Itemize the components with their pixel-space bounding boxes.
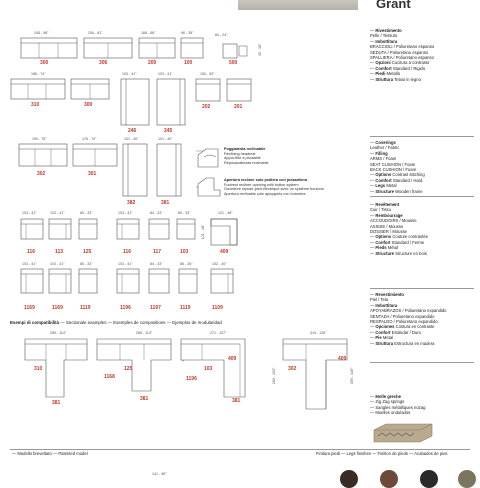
- spec-line: ARMS / Foam: [370, 156, 397, 162]
- sofa-201-drawing: [226, 78, 252, 102]
- spec-line: — Pie Metal: [370, 335, 394, 341]
- section-heading: — Rivestimento: [370, 28, 402, 33]
- module-103-drawing: [176, 218, 196, 240]
- model-code: 200: [148, 60, 157, 66]
- spec-line: — Options Couture contrastée: [370, 234, 428, 240]
- spec-line: DOSSIER / Mousse: [370, 229, 408, 235]
- spec-line: — Struttura Estructura en madera: [370, 340, 435, 346]
- section-heading: — Revestimiento: [370, 292, 404, 297]
- corner-409-drawing: [210, 218, 238, 246]
- model-code: 1197: [150, 305, 161, 311]
- module-125-drawing: [78, 218, 98, 240]
- footer-rule: [10, 449, 470, 450]
- examples-heading: [10, 320, 222, 325]
- sofa-300-drawing: [20, 37, 78, 59]
- module-1197-drawing: [148, 268, 170, 294]
- hero-image-strip: [238, 0, 358, 10]
- dim-label: 103 - 41": [158, 72, 173, 76]
- model-code: 500: [229, 60, 238, 66]
- springs-specs: [370, 394, 476, 416]
- dim-label: 84 - 33": [150, 211, 163, 215]
- spec-line: APOYABRAZOS / Poliuretano expandido: [370, 308, 447, 314]
- module-1169b-drawing: [48, 268, 72, 294]
- spec-line: BACK CUSHION / Foam: [370, 167, 417, 173]
- sofa-202-drawing: [195, 78, 221, 102]
- model-code: 1196: [120, 305, 131, 311]
- model-code: 125: [124, 366, 133, 372]
- french-specs: [370, 202, 476, 256]
- spec-line: — Comfort Standard / Rigido: [370, 65, 426, 71]
- spec-line: RESPALDO / Poliuretano expandido: [370, 319, 438, 325]
- dim-label: 188 - 74": [31, 72, 46, 76]
- section-heading: — Coverings: [370, 140, 396, 145]
- callout-line: Footrest recliner opening with button system: [224, 182, 299, 187]
- dim-label: 319 - 126": [310, 331, 327, 335]
- dim-label: 260 - 103": [272, 367, 277, 385]
- dim-label: 271 - 107": [210, 331, 227, 335]
- dim-label: 85 - 33": [80, 262, 93, 266]
- dim-label: 101 - 40": [124, 137, 139, 141]
- model-code: 409: [220, 249, 229, 255]
- dim-label: 60 - 24": [215, 33, 228, 37]
- spec-line: — Struttura Telaio in legno: [370, 76, 421, 82]
- section-heading: — Rembourrage: [370, 212, 403, 218]
- english-specs: [370, 140, 476, 194]
- module-116-drawing: [20, 218, 44, 240]
- model-code: 117: [153, 249, 162, 255]
- spec-line: BRACCIOLI / Poliuretano espanso: [370, 44, 435, 50]
- callout-line: Appui-tête à pivotable: [224, 156, 261, 161]
- callout-title: Poggiatesta reclinabile: [224, 147, 266, 151]
- italian-specs: [370, 28, 476, 82]
- spec-line: SENTADA / Poliuretano expandido: [370, 313, 435, 319]
- spec-line: — Piedi Metallo: [370, 71, 401, 77]
- spanish-specs: [370, 292, 476, 346]
- spec-line: Pelle / Tessuto: [370, 33, 398, 39]
- model-code: 1109: [212, 305, 223, 311]
- spec-line: — Muelles ondulados: [370, 410, 411, 416]
- model-code: 300: [40, 60, 49, 66]
- dim-label: 85 - 33": [178, 211, 191, 215]
- model-code: 310: [34, 366, 43, 372]
- model-code: 381: [232, 398, 241, 404]
- recline-callout: [224, 147, 269, 165]
- model-code: 116: [27, 249, 36, 255]
- model-code: 1168: [104, 374, 115, 380]
- dim-label: 103 - 41": [50, 211, 65, 215]
- finish-swatch: [340, 470, 358, 488]
- finish-note: Finitura piedi — Legs finishes — Finition de pieds — Acabados de pies: [316, 451, 448, 456]
- dim-label: 103 - 41": [50, 262, 65, 266]
- dim-label: 176 - 70": [82, 137, 97, 141]
- callout-title: Apertura recliner solo pediera con pulsantiera: [224, 178, 308, 182]
- model-code: 381: [161, 200, 170, 206]
- model-code: 409: [228, 356, 237, 362]
- spec-line: SEAT CUSHION / Foam: [370, 161, 416, 167]
- spec-line: ACCOUDOIRS / Mousse: [370, 218, 417, 224]
- module-1119-drawing: [78, 268, 98, 294]
- divider: [370, 362, 474, 363]
- patent-note: — Modello brevettato — Patented model: [12, 451, 88, 456]
- model-code: 1196: [186, 376, 197, 382]
- section-heading: — Filling: [370, 150, 388, 156]
- sofa-306-drawing: [83, 37, 133, 59]
- section-heading: — Molle greche: [370, 394, 401, 399]
- power-recliner-drawing: [196, 176, 222, 198]
- sofa-302-drawing: [18, 143, 68, 167]
- dim-label: 359 - 146": [350, 367, 355, 385]
- dim-label: 150 - 59": [200, 72, 215, 76]
- power-callout: [224, 178, 324, 196]
- spec-line: — Confort Standard / Ferme: [370, 239, 425, 245]
- recliner-side-drawing: [196, 147, 222, 169]
- model-code: 100: [184, 60, 193, 66]
- dim-label: 103 - 41": [22, 211, 37, 215]
- module-1109-drawing: [210, 268, 234, 294]
- dim-label: 85 - 33": [80, 211, 93, 215]
- dim-label: 102 - 40": [212, 262, 227, 266]
- callout-line: Reclining headrest: [224, 151, 256, 156]
- dim-label: 86 - 26": [180, 262, 193, 266]
- module-1119b-drawing: [178, 268, 198, 294]
- model-code: 1119: [180, 305, 191, 311]
- dim-label: 45 - 18": [258, 43, 263, 57]
- examples-subtitle: — Sectionale examples — Exemples de compositions — Ejemplos de modularidad: [60, 320, 222, 325]
- example-composition-4: [282, 338, 348, 410]
- model-code: 302: [37, 171, 46, 177]
- example-composition-2: [96, 338, 172, 392]
- finish-swatch: [380, 470, 398, 488]
- spec-line: — Comfort Standard / Hard: [370, 177, 423, 183]
- spec-line: — Opzioni Cucitura a contrasto: [370, 60, 430, 66]
- callout-line: Apertura reclinable solo apoyapiés con botonera: [224, 191, 306, 196]
- model-code: 381: [140, 396, 149, 402]
- finish-swatch: [458, 470, 476, 488]
- model-code: 300: [84, 102, 93, 108]
- model-code: 245: [164, 128, 173, 134]
- bottom-dim: 141 - 56": [152, 472, 167, 476]
- model-code: 116: [123, 249, 132, 255]
- dim-label: 121 - 48": [218, 211, 233, 215]
- spec-line: — Pieds Métal: [370, 245, 398, 251]
- dim-label: 103 - 41": [118, 211, 133, 215]
- model-code: 382: [127, 200, 136, 206]
- chaise-245-drawing: [156, 78, 186, 126]
- sofa-200-drawing: [138, 37, 176, 59]
- model-code: 202: [202, 104, 211, 110]
- model-code: 409: [338, 356, 347, 362]
- example-composition-3: [180, 338, 246, 398]
- model-code: 302: [288, 366, 297, 372]
- divider: [370, 196, 474, 197]
- pouf-500-drawing: [222, 43, 248, 59]
- spec-line: — Structure Structure en bois: [370, 250, 427, 256]
- model-code: 125: [83, 249, 92, 255]
- dim-label: 168 - 66": [141, 31, 156, 35]
- spec-line: Cuir / Tissu: [370, 207, 391, 213]
- sofa-100-drawing: [180, 37, 204, 59]
- model-code: 246: [128, 128, 137, 134]
- module-117-drawing: [148, 218, 170, 240]
- dim-label: 206 - 81": [88, 31, 103, 35]
- spec-line: ASSISE / Mousse: [370, 223, 404, 229]
- dim-label: 245 - 96": [34, 31, 49, 35]
- model-code: 301: [88, 171, 97, 177]
- spec-line: — Sangles métalliques nozag: [370, 404, 426, 410]
- sofa-300b-drawing: [70, 78, 110, 100]
- brand-name: Grant: [376, 0, 411, 11]
- model-code: 310: [31, 102, 40, 108]
- model-code: 113: [55, 249, 64, 255]
- dim-label: 103 - 41": [118, 262, 133, 266]
- dim-label: 96 - 38": [181, 31, 194, 35]
- dim-label: 121 - 48": [201, 224, 206, 240]
- finish-swatch: [420, 470, 438, 488]
- spec-line: — Options Contrast stitching: [370, 172, 425, 178]
- divider: [370, 288, 474, 289]
- model-code: 1119: [80, 305, 91, 311]
- callout-line: Reposacabezas reclinable: [224, 160, 269, 165]
- spec-line: — Legs Metal: [370, 183, 397, 189]
- callout-line: Ouverture repose-pied électrique avec un système boutons: [224, 187, 324, 192]
- spec-line: SPALLIERA / Poliuretano espanso: [370, 55, 434, 61]
- spec-line: — Zig Zag springs: [370, 399, 405, 405]
- dim-label: 289 - 114": [50, 331, 67, 335]
- spec-line: Piel / Tela: [370, 297, 389, 303]
- section-heading: — Imbottitura: [370, 302, 398, 308]
- dim-label: 101 - 40": [158, 137, 173, 141]
- section-heading: — Imbottitura: [370, 38, 398, 44]
- spec-line: Leather / Fabric: [370, 145, 400, 151]
- dim-label: 289 - 113": [136, 331, 153, 335]
- dim-label: 84 - 33": [150, 262, 163, 266]
- zigzag-springs-image: [372, 420, 434, 446]
- divider: [370, 136, 474, 137]
- dim-label: 103 - 41": [22, 262, 37, 266]
- model-code: 381: [52, 400, 61, 406]
- sofa-301-drawing: [72, 143, 118, 167]
- examples-title: Esempi di compatibilità: [10, 320, 60, 325]
- dim-label: 103 - 41": [122, 72, 137, 76]
- chaise-382-drawing: [122, 143, 148, 197]
- model-code: 1169: [24, 305, 35, 311]
- spec-line: — Opciones Costura en contraste: [370, 324, 435, 330]
- model-code: 306: [99, 60, 108, 66]
- spec-line: SEDUTA / Poliuretano espanso: [370, 49, 429, 55]
- model-code: 1169: [52, 305, 63, 311]
- sofa-310-drawing: [10, 78, 66, 100]
- spec-line: — Confort Estándar / Duro: [370, 329, 421, 335]
- module-1196-drawing: [116, 268, 140, 294]
- model-code: 103: [204, 366, 213, 372]
- chaise-246-drawing: [120, 78, 150, 126]
- model-code: 201: [234, 104, 243, 110]
- section-heading: — Revêtement: [370, 202, 400, 207]
- module-116b-drawing: [116, 218, 140, 240]
- module-1169-drawing: [20, 268, 44, 294]
- model-code: 103: [180, 249, 189, 255]
- module-113-drawing: [48, 218, 72, 240]
- dim-label: 190 - 75": [32, 137, 47, 141]
- spec-line: — Structure Wooden frame: [370, 188, 423, 194]
